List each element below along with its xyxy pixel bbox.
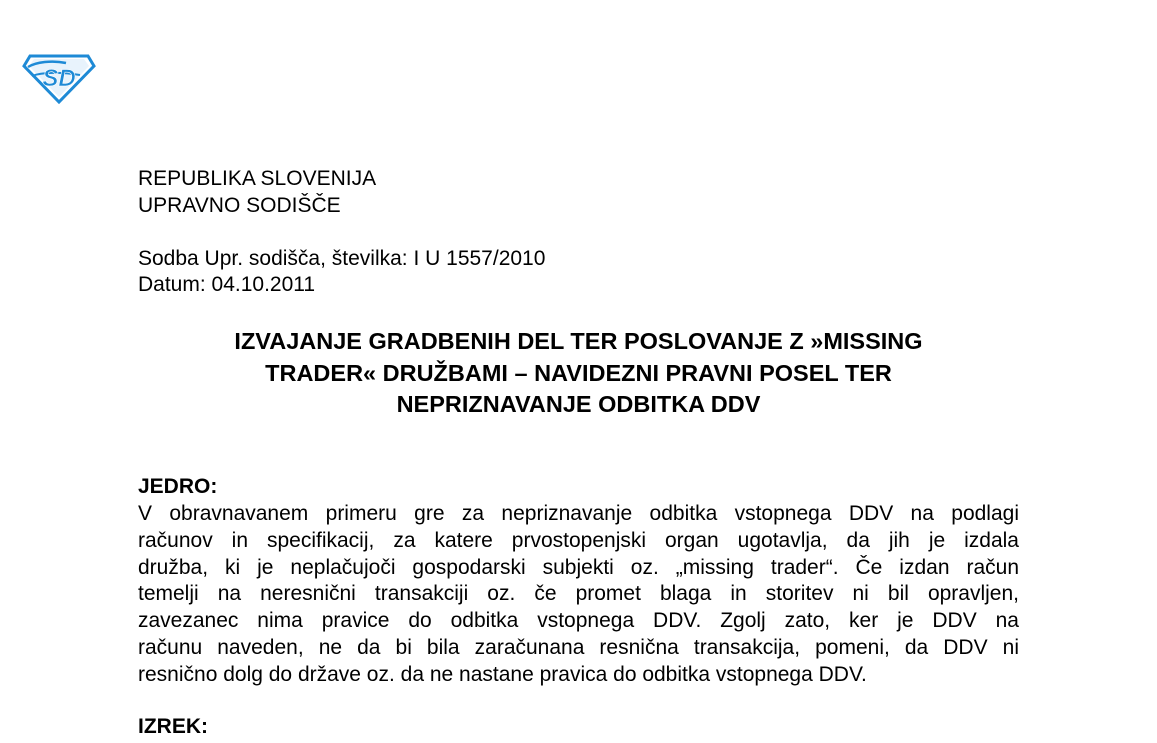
title-line: IZVAJANJE GRADBENIH DEL TER POSLOVANJE Z »MISSING bbox=[234, 328, 923, 354]
country-name: REPUBLIKA SLOVENIJA bbox=[138, 167, 377, 190]
diamond-logo-icon bbox=[22, 50, 96, 104]
paragraph-line: računu naveden, ne da bi bila zaračunana resnična transakcija, pomeni, da DDV ni bbox=[138, 635, 1019, 659]
paragraph-line: V obravnavanem primeru gre za nepriznavanje odbitka vstopnega DDV na podlagi bbox=[138, 502, 1019, 525]
paragraph-line: temelji na neresnični transakciji oz. če promet blaga in storitev ni bil opravljen, bbox=[138, 582, 1019, 606]
case-number: Sodba Upr. sodišča, številka: I U 1557/2010 bbox=[138, 247, 546, 270]
court-name: UPRAVNO SODIŠČE bbox=[138, 194, 341, 217]
court-logo bbox=[22, 50, 96, 104]
paragraph-line: računov in specifikacij, za katere prvostopenjski organ ugotavlja, da jih je izdala bbox=[138, 528, 1019, 552]
document-title bbox=[138, 326, 1019, 421]
title-line: TRADER« DRUŽBAMI – NAVIDEZNI PRAVNI POSEL TER bbox=[265, 359, 892, 386]
core-paragraph bbox=[138, 501, 1019, 689]
core-heading: JEDRO: bbox=[138, 475, 218, 498]
decision-date: Datum: 04.10.2011 bbox=[138, 273, 316, 296]
ruling-heading: IZREK: bbox=[138, 715, 208, 738]
paragraph-line: družba, ki je neplačujoči gospodarski subjekti oz. „missing trader“. Če izdan račun bbox=[138, 555, 1019, 579]
paragraph-line: resnično dolg do države oz. da ne nastane pravica do odbitka vstopnega DDV. bbox=[138, 662, 867, 686]
title-line: NEPRIZNAVANJE ODBITKA DDV bbox=[396, 391, 761, 417]
logo-letters: SD bbox=[42, 65, 76, 92]
paragraph-line: zavezanec nima pravice do odbitka vstopnega DDV. Zgolj zato, ker je DDV na bbox=[138, 609, 1019, 633]
